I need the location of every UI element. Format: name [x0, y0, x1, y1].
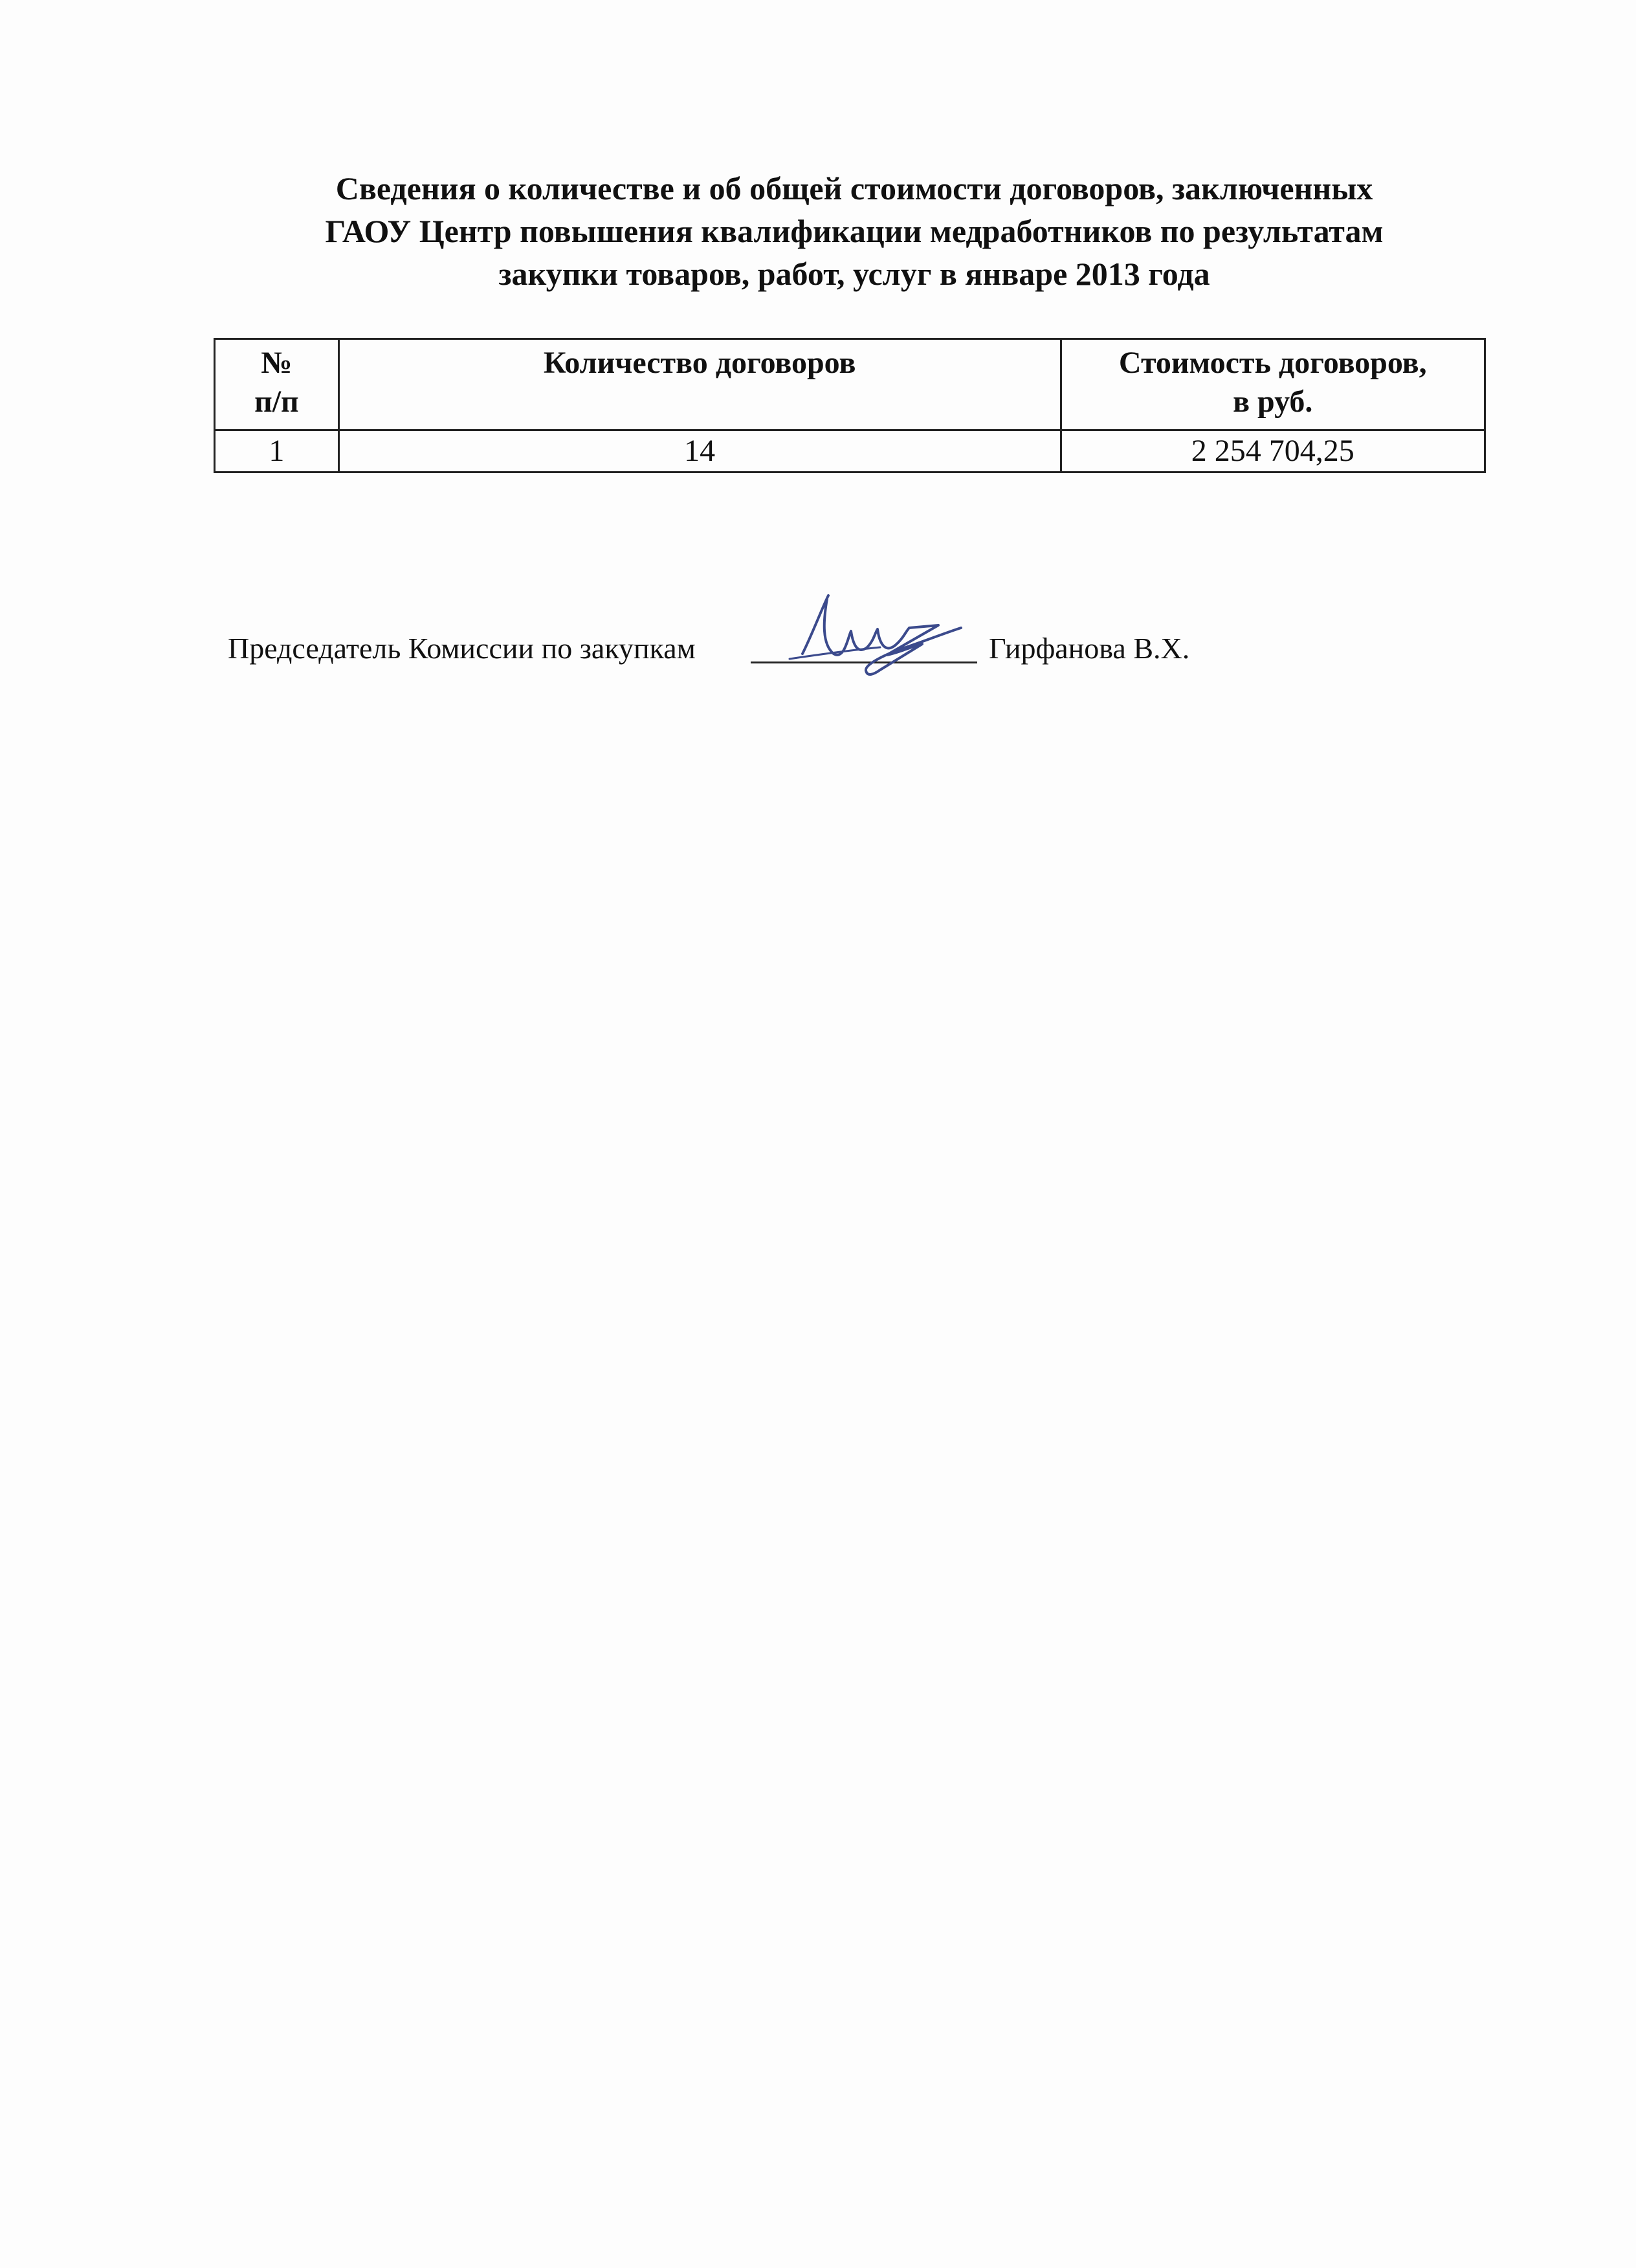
header-contract-cost	[1061, 339, 1485, 430]
cell-contract-cost: 2 254 704,25	[1061, 430, 1485, 472]
cell-contract-count: 14	[338, 430, 1061, 472]
table-header-row	[215, 339, 1485, 430]
header-number-line-1: №	[261, 346, 293, 380]
contracts-summary-table	[214, 338, 1486, 473]
header-cost-line-1: Стоимость договоров,	[1118, 346, 1427, 380]
signatory-name: Гирфанова В.Х.	[989, 632, 1190, 665]
title-line-3: закупки товаров, работ, услуг в январе 2013 года	[498, 256, 1210, 292]
title-line-1: Сведения о количестве и об общей стоимости договоров, заключенных	[335, 170, 1373, 206]
header-contract-count: Количество договоров	[338, 339, 1061, 430]
header-number	[215, 339, 339, 430]
header-number-line-2: п/п	[254, 384, 299, 419]
cell-number: 1	[215, 430, 339, 472]
header-cost-line-2: в руб.	[1233, 384, 1313, 419]
document-title	[214, 167, 1495, 295]
signature-label: Председатель Комиссии по закупкам	[228, 632, 696, 665]
table-row	[215, 430, 1485, 472]
title-line-2: ГАОУ Центр повышения квалификации медработников по результатам	[325, 213, 1384, 249]
handwritten-signature	[777, 583, 971, 680]
